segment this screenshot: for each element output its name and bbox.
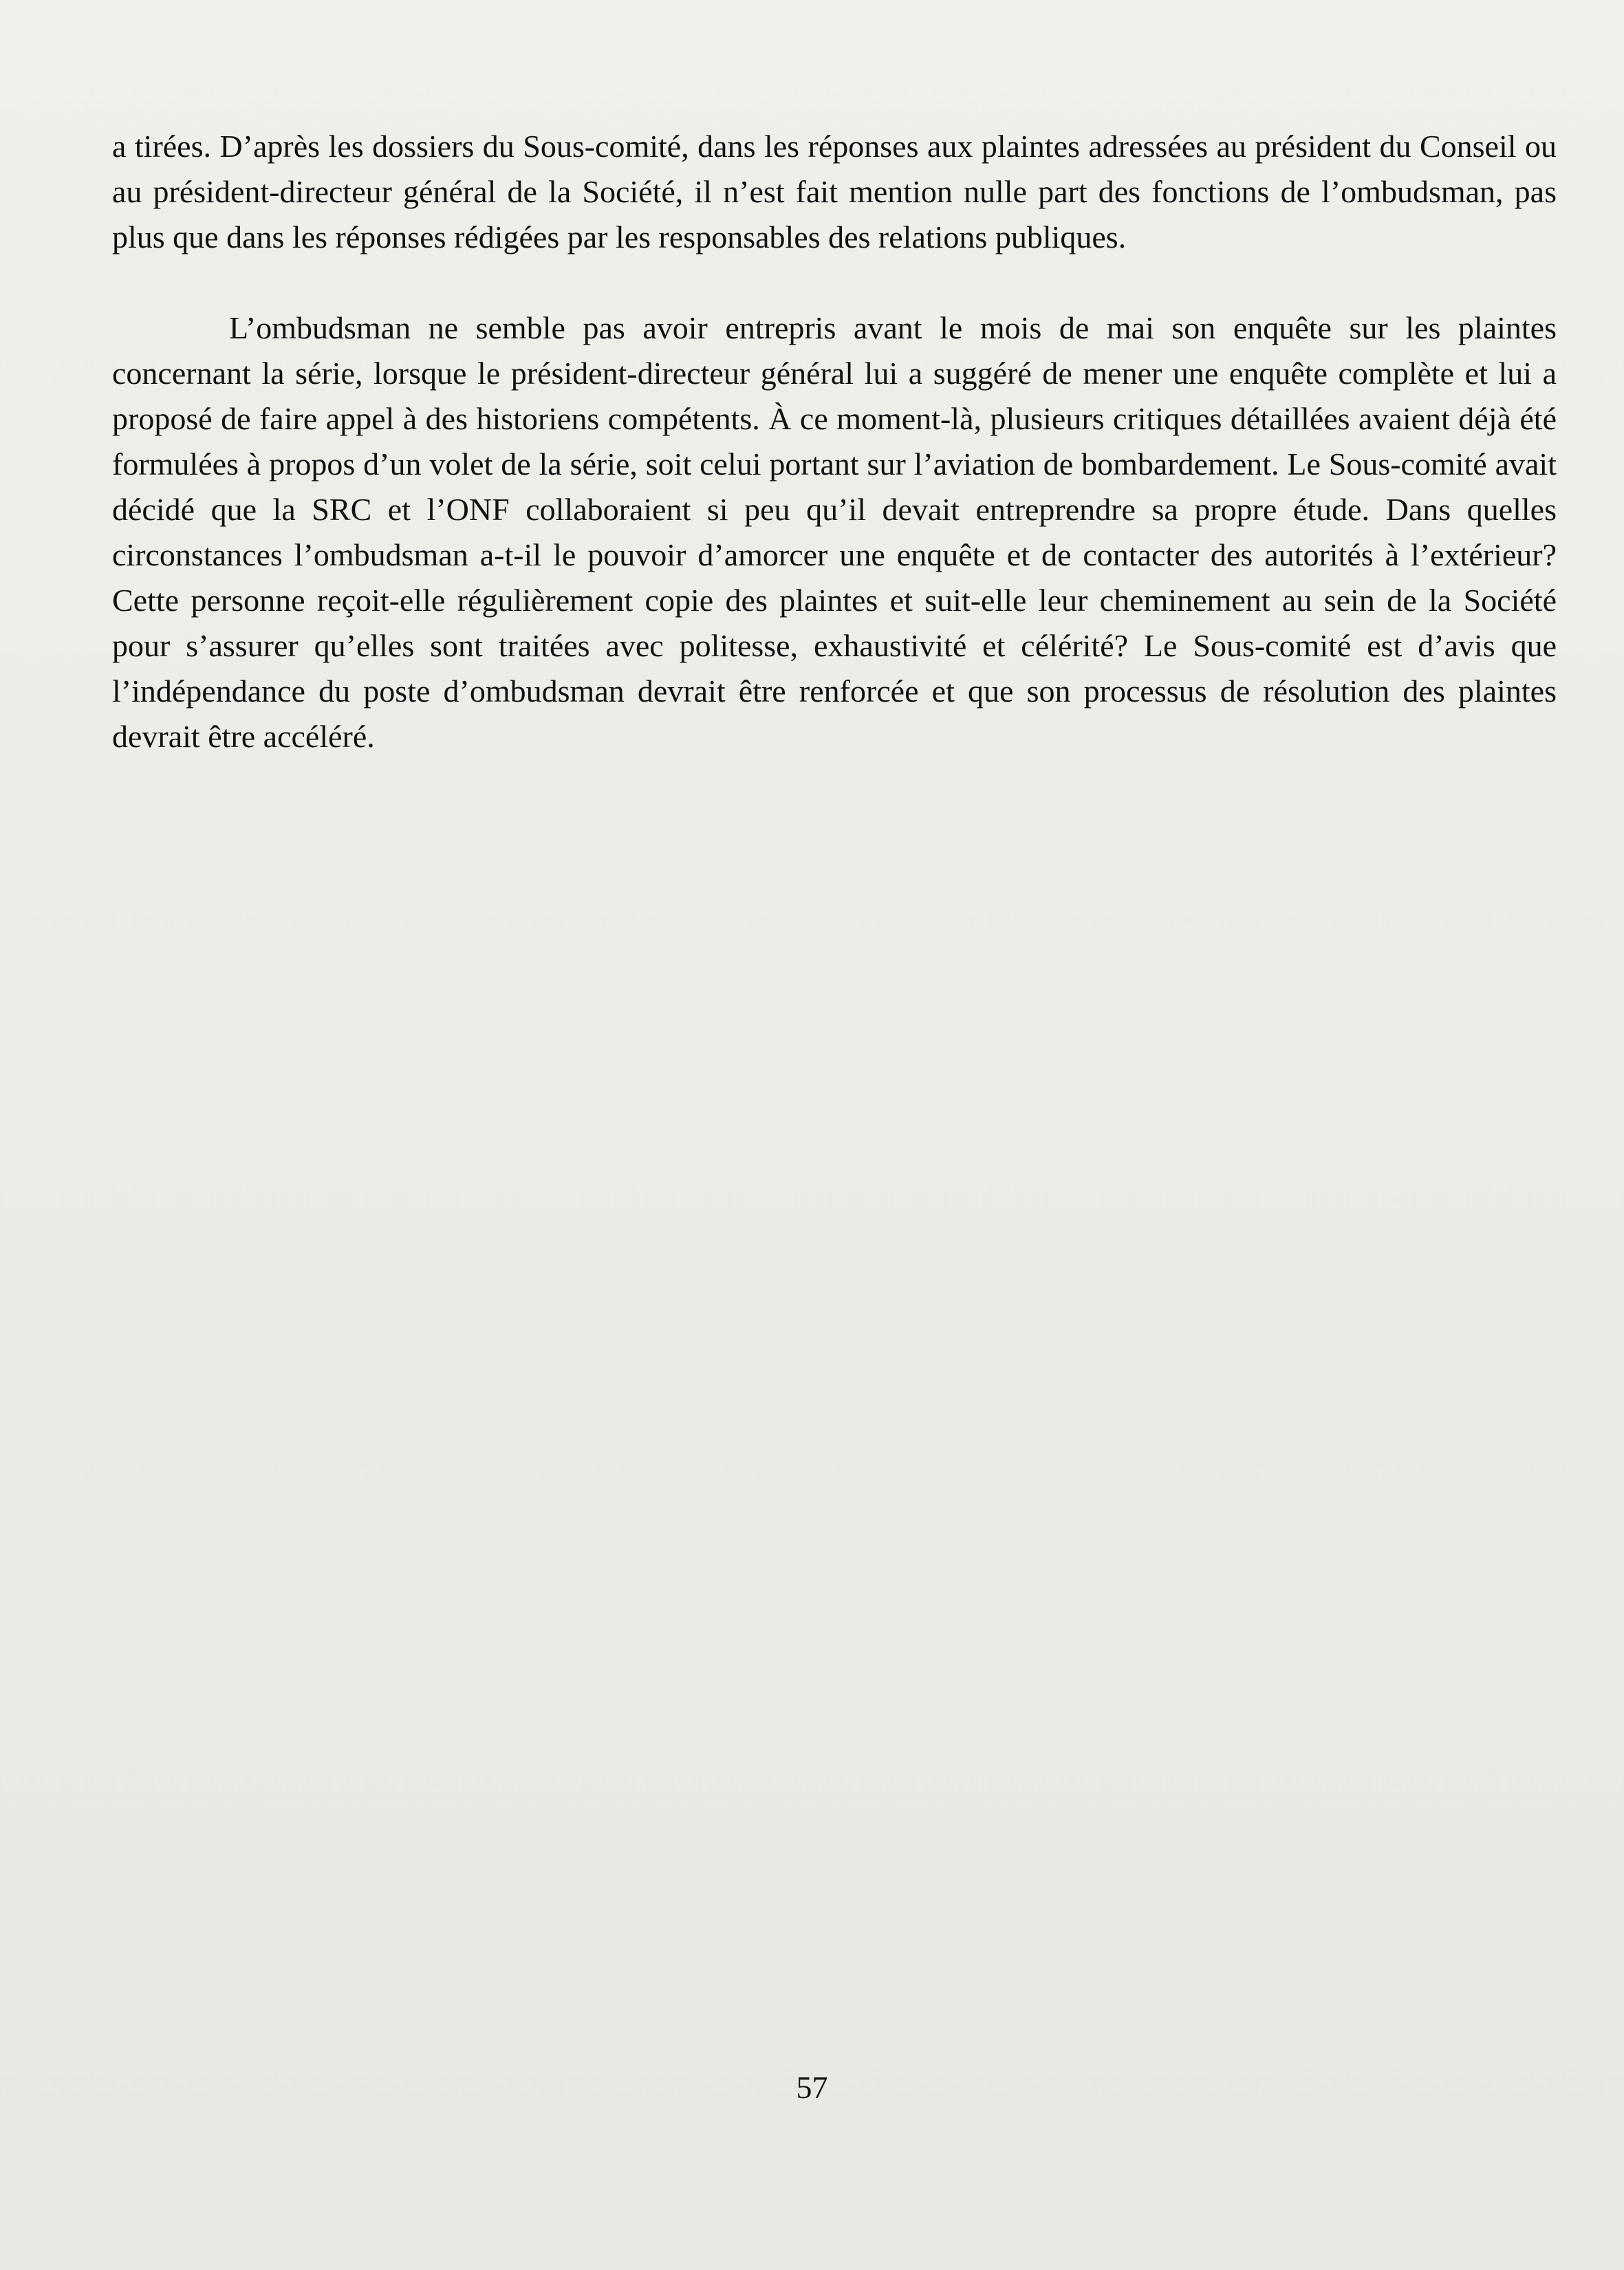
paragraph-2: L’ombudsman ne semble pas avoir entrepris avant le mois de mai son enquête sur les plaintes concernant la série, lorsque le président-directeur général lui a suggéré de mener une enquête complète et lui a proposé de faire appel à des historiens compétents. À ce moment-là, plusieurs critiques détaillées avaient déjà été formulées à propos d’un volet de la série, soit celui portant sur l’aviation de bombardement. Le Sous-comité avait décidé que la SRC et l’ONF collaboraient si peu qu’il devait entreprendre sa propre étude. Dans quelles circonstances l’ombudsman a-t-il le pouvoir d’amorcer une enquête et de contacter des autorités à l’extérieur? Cette personne reçoit-elle régulièrement copie des plaintes et suit-elle leur cheminement au sein de la Société pour s’assurer qu’elles sont traitées avec politesse, exhaustivité et célérité? Le Sous-comité est d’avis que l’indépendance du poste d’ombudsman devrait être renforcée et que son processus de résolution des plaintes devrait être accéléré. xyxy=(112,310,1557,754)
page-number: 57 xyxy=(796,2070,828,2105)
paragraph-1: a tirées. D’après les dossiers du Sous-comité, dans les réponses aux plaintes adressées au président du Conseil ou au président-directeur général de la Société, il n’est fait mention nulle part des fonctions de l’ombudsman, pas plus que dans les réponses rédigées par les responsables des relations publiques. xyxy=(112,129,1557,255)
body-text xyxy=(112,124,1557,759)
